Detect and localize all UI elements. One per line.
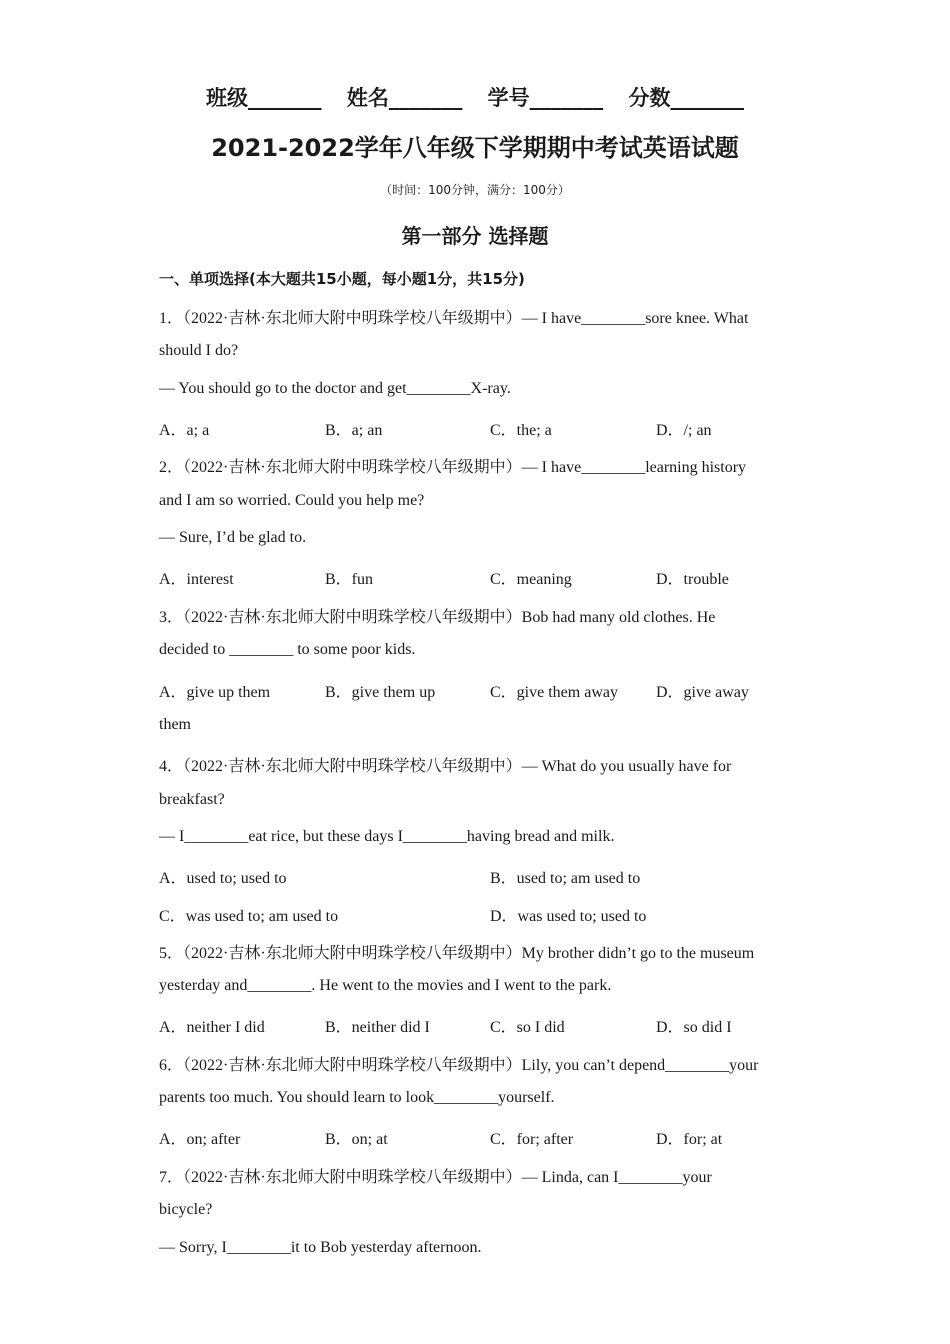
part-title: 第一部分 选择题 — [401, 224, 549, 248]
q6-option-b: B．on; at — [325, 1131, 388, 1148]
q1-option-d: D．/; an — [656, 422, 712, 439]
question-6-line-2: parents too much. You should learn to look________yourself. — [159, 1089, 555, 1106]
question-7-line-2: bicycle? — [159, 1201, 213, 1218]
question-1-line-1: 1．（2022·吉林·东北师大附中明珠学校八年级期中）— I have________sore knee. What — [159, 310, 749, 327]
question-4-line-3: — I________eat rice, but these days I________having bread and milk. — [159, 828, 615, 845]
exam-title: 2021-2022学年八年级下学期期中考试英语试题 — [211, 134, 739, 162]
q4-option-c: C．was used to; am used to — [159, 908, 339, 925]
name-field: 姓名_______ — [346, 86, 463, 110]
q4-option-a: A．used to; used to — [159, 870, 287, 887]
q5-option-b: B．neither did I — [325, 1019, 430, 1036]
question-1-line-3: — You should go to the doctor and get________X-ray. — [159, 380, 511, 397]
q4-option-b: B．used to; am used to — [490, 870, 641, 887]
q3-option-d: D．give away — [656, 684, 749, 701]
q1-option-c: C．the; a — [490, 422, 552, 439]
q3-option-c: C．give them away — [490, 684, 618, 701]
section-title: 一、单项选择(本大题共15小题，每小题1分，共15分) — [159, 270, 525, 288]
exam-subtitle: （时间：100分钟，满分：100分） — [380, 183, 570, 197]
question-7-line-1: 7．（2022·吉林·东北师大附中明珠学校八年级期中）— Linda, can I________your — [159, 1169, 712, 1186]
question-4-line-2: breakfast? — [159, 791, 225, 808]
student-info-header — [0, 82, 950, 112]
q2-option-b: B．fun — [325, 571, 374, 588]
q5-option-d: D．so did I — [656, 1019, 732, 1036]
q3-option-a: A．give up them — [159, 684, 271, 701]
score-field: 分数_______ — [628, 86, 744, 110]
student-id-field: 学号_______ — [487, 86, 604, 110]
question-1-line-2: should I do? — [159, 342, 239, 359]
q2-option-d: D．trouble — [656, 571, 729, 588]
question-5-line-1: 5．（2022·吉林·东北师大附中明珠学校八年级期中）My brother didn’t go to the museum — [159, 945, 755, 962]
q3-option-d-wrap: them — [159, 716, 191, 733]
question-2-line-3: — Sure, I’d be glad to. — [159, 529, 307, 546]
question-7-line-3: — Sorry, I________it to Bob yesterday afternoon. — [159, 1239, 482, 1256]
q2-option-a: A．interest — [159, 571, 234, 588]
question-6-line-1: 6．（2022·吉林·东北师大附中明珠学校八年级期中）Lily, you can’t depend________your — [159, 1057, 759, 1074]
question-3-line-1: 3．（2022·吉林·东北师大附中明珠学校八年级期中）Bob had many old clothes. He — [159, 609, 716, 626]
q5-option-c: C．so I did — [490, 1019, 565, 1036]
question-5-line-2: yesterday and________. He went to the movies and I went to the park. — [159, 977, 612, 994]
q6-option-a: A．on; after — [159, 1131, 241, 1148]
q4-option-d: D．was used to; used to — [490, 908, 647, 925]
question-2-line-1: 2．（2022·吉林·东北师大附中明珠学校八年级期中）— I have________learning history — [159, 459, 747, 476]
q3-option-b: B．give them up — [325, 684, 436, 701]
q2-option-c: C．meaning — [490, 571, 572, 588]
question-2-line-2: and I am so worried. Could you help me? — [159, 492, 425, 509]
q1-option-a: A．a; a — [159, 422, 210, 439]
q6-option-d: D．for; at — [656, 1131, 723, 1148]
q1-option-b: B．a; an — [325, 422, 383, 439]
q6-option-c: C．for; after — [490, 1131, 574, 1148]
question-4-line-1: 4．（2022·吉林·东北师大附中明珠学校八年级期中）— What do you usually have for — [159, 758, 732, 775]
question-3-line-2: decided to ________ to some poor kids. — [159, 641, 416, 658]
class-field: 班级_______ — [206, 86, 322, 110]
q5-option-a: A．neither I did — [159, 1019, 265, 1036]
